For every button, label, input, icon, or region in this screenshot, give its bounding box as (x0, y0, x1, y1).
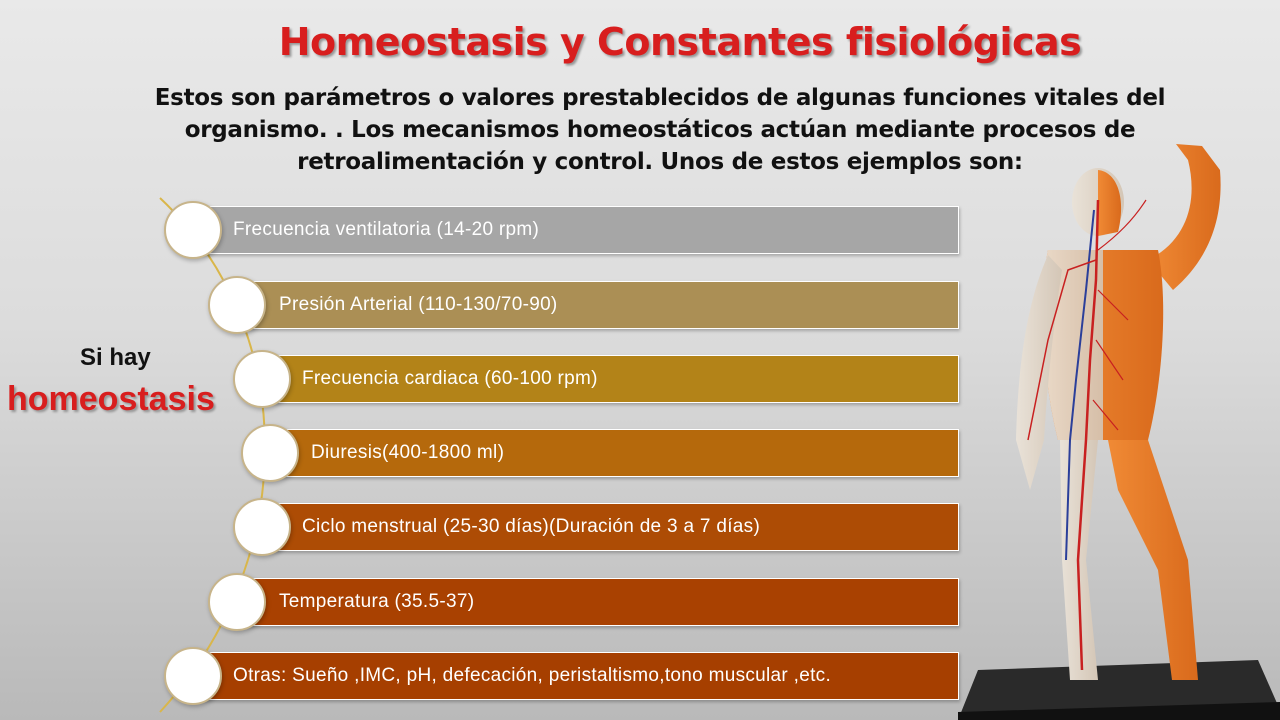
subtitle-line: Estos son parámetros o valores prestablecidos de algunas funciones vitales del (154, 85, 1166, 111)
subtitle-line: retroalimentación y control. Unos de estos ejemplos son: (297, 149, 1023, 175)
side-label-si-hay: Si hay (80, 344, 151, 371)
list-item-diuresis (271, 429, 959, 477)
list-item-temperatura (238, 578, 959, 626)
list-item-label: Otras: Sueño ,IMC, pH, defecación, peristaltismo,tono muscular ,etc. (233, 665, 832, 686)
list-item-label: Diuresis(400-1800 ml) (311, 442, 505, 463)
subtitle-line: organismo. . Los mecanismos homeostáticos actúan mediante procesos de (184, 117, 1136, 143)
bullet-circle (233, 498, 291, 556)
bullet-circle (164, 647, 222, 705)
side-label-homeostasis: homeostasis (7, 380, 215, 418)
list-item-label: Temperatura (35.5-37) (279, 591, 475, 612)
anatomy-figure-image (958, 140, 1280, 720)
list-item-ciclo-menstrual (263, 503, 959, 551)
list-item-label: Frecuencia ventilatoria (14-20 rpm) (233, 219, 540, 240)
list-item-cardiaca (263, 355, 959, 403)
bullet-circle (241, 424, 299, 482)
list-item-label: Frecuencia cardiaca (60-100 rpm) (302, 368, 598, 389)
bullet-circle (208, 573, 266, 631)
list-item-ventilatoria (194, 206, 959, 254)
slide-title: Homeostasis y Constantes fisiológicas (278, 20, 1082, 64)
list-item-presion (238, 281, 959, 329)
list-item-otras (194, 652, 959, 700)
list-item-label: Ciclo menstrual (25-30 días)(Duración de 3 a 7 días) (302, 516, 761, 537)
list-item-label: Presión Arterial (110-130/70-90) (279, 294, 558, 315)
bullet-circle (208, 276, 266, 334)
bullet-circle (233, 350, 291, 408)
bullet-circle (164, 201, 222, 259)
